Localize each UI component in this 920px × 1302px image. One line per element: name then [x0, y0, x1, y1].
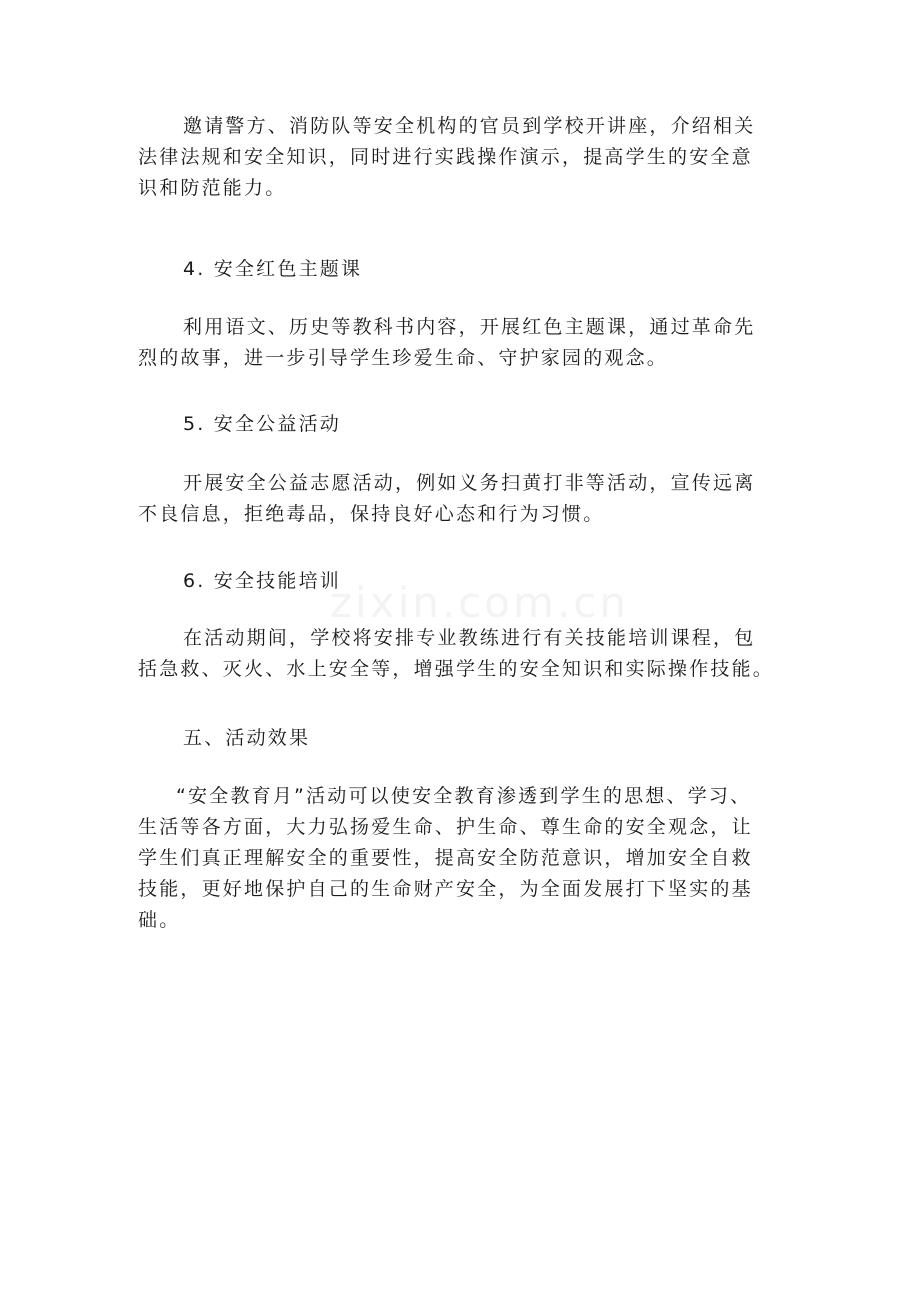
paragraph-red-theme [138, 312, 788, 374]
paragraph-line: 学生们真正理解安全的重要性，提高安全防范意识，增加安全自救 [138, 847, 753, 869]
heading-skills-training: 6. 安全技能培训 [183, 570, 341, 592]
heading-red-theme-class: 4. 安全红色主题课 [183, 258, 363, 280]
paragraph-line: 础。 [138, 909, 181, 931]
paragraph-line: 在活动期间，学校将安排专业教练进行有关技能培训课程，包 [183, 627, 756, 649]
paragraph-line: 邀请警方、消防队等安全机构的官员到学校开讲座，介绍相关 [183, 115, 756, 137]
paragraph-line: 开展安全公益志愿活动，例如义务扫黄打非等活动，宣传远离 [183, 472, 756, 494]
heading-activity-effect: 五、活动效果 [183, 727, 311, 749]
paragraph-public-welfare [138, 468, 788, 530]
paragraph-line: 利用语文、历史等教科书内容，开展红色主题课，通过革命先 [183, 316, 756, 338]
paragraph-line: 不良信息，拒绝毒品，保持良好心态和行为习惯。 [138, 503, 605, 525]
paragraph-line: 技能，更好地保护自己的生命财产安全，为全面发展打下坚实的基 [138, 878, 753, 900]
watermark: zixin.com.cn [330, 578, 629, 627]
paragraph-activity-effect [138, 781, 788, 936]
paragraph-line: 生活等各方面，大力弘扬爱生命、护生命、尊生命的安全观念，让 [138, 816, 753, 838]
paragraph-line: 识和防范能力。 [138, 177, 287, 199]
paragraph-line: 括急救、灭火、水上安全等，增强学生的安全知识和实际操作技能。 [138, 658, 775, 680]
paragraph-lecture [138, 111, 788, 204]
heading-public-welfare: 5. 安全公益活动 [183, 413, 341, 435]
paragraph-line: “安全教育月”活动可以使安全教育渗透到学生的思想、学习、 [176, 785, 752, 807]
paragraph-line: 法律法规和安全知识，同时进行实践操作演示，提高学生的安全意 [138, 146, 753, 168]
paragraph-line: 烈的故事，进一步引导学生珍爱生命、守护家园的观念。 [138, 347, 669, 369]
paragraph-skills-training [138, 623, 788, 685]
